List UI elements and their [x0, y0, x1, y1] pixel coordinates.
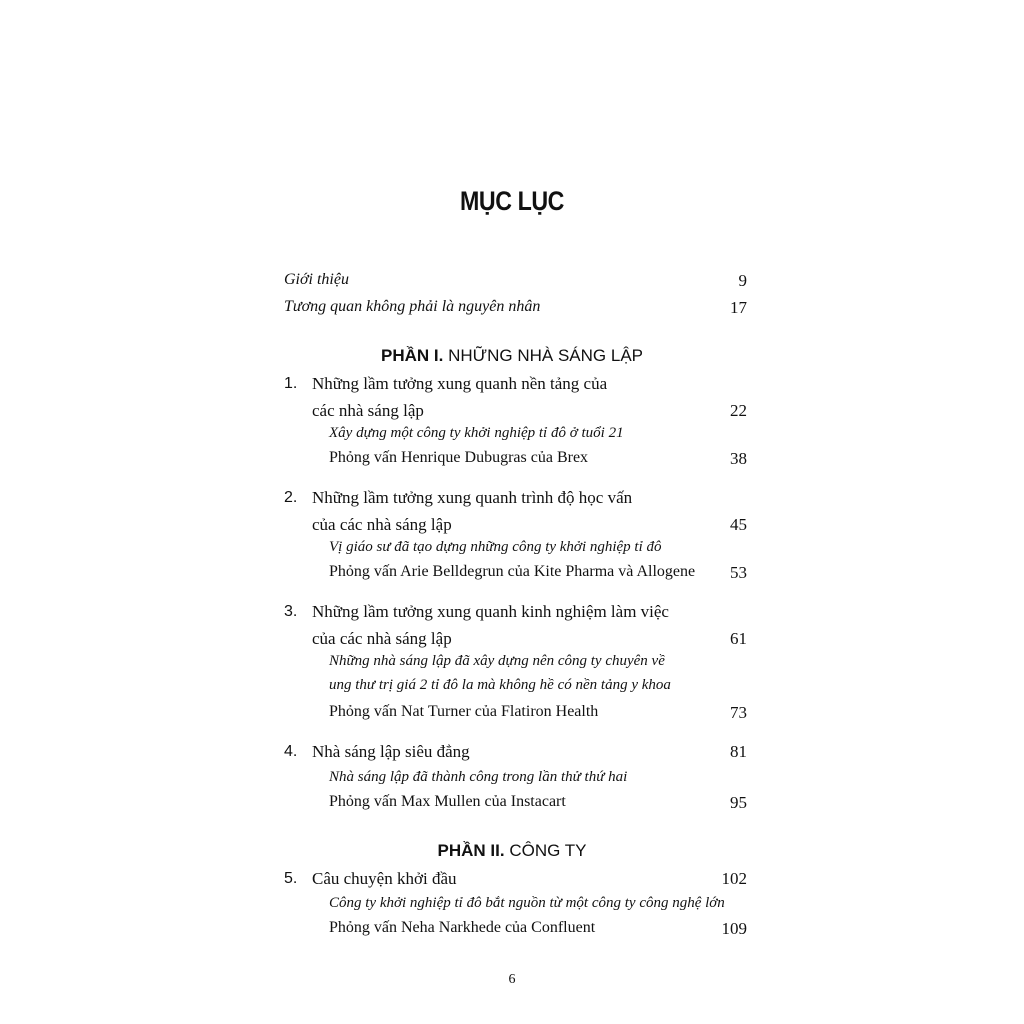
chapter-1-subtitle: Xây dựng một công ty khởi nghiệp tỉ đô ở tuổi 21: [329, 425, 624, 441]
part-2-prefix: PHẦN II.: [437, 841, 505, 860]
chapter-4-title: Nhà sáng lập siêu đẳng: [312, 742, 470, 761]
chapter-4-page: 81: [730, 742, 747, 761]
toc-entry-correlation-page: 17: [730, 298, 747, 317]
chapter-1-interview: Phỏng vấn Henrique Dubugras của Brex: [329, 449, 589, 466]
chapter-5-interview: Phỏng vấn Neha Narkhede của Confluent: [329, 919, 596, 936]
chapter-2-title-line2: của các nhà sáng lập: [312, 515, 452, 534]
part-2-heading: [0, 841, 1024, 861]
chapter-1-number: 1.: [284, 375, 298, 392]
chapter-1-title-line1: Những lầm tưởng xung quanh nền tảng của: [312, 374, 608, 393]
toc-entry-intro-label: Giới thiệu: [284, 271, 349, 288]
chapter-3-interview-page: 73: [730, 703, 747, 722]
chapter-1-page: 22: [730, 401, 747, 420]
chapter-4-subtitle: Nhà sáng lập đã thành công trong lần thử thứ hai: [329, 769, 628, 785]
chapter-2-title-line1: Những lầm tưởng xung quanh trình độ học vấn: [312, 488, 633, 507]
chapter-1-title-line2: các nhà sáng lập: [312, 401, 424, 420]
chapter-3-title-line2: của các nhà sáng lập: [312, 629, 452, 648]
chapter-5-title: Câu chuyện khởi đầu: [312, 869, 457, 888]
chapter-5-interview-page: 109: [721, 919, 747, 938]
footer-page-number: 6: [508, 972, 516, 987]
chapter-3-title-line1: Những lầm tưởng xung quanh kinh nghiệm làm việc: [312, 602, 669, 621]
chapter-2-number: 2.: [284, 489, 298, 506]
chapter-3-subtitle-line1: Những nhà sáng lập đã xây dựng nên công ty chuyên về: [329, 653, 665, 669]
toc-entry-intro-page: 9: [738, 271, 747, 290]
page-title: MỤC LỤC: [459, 186, 565, 216]
part-1-heading: [0, 346, 1024, 366]
chapter-5-page: 102: [721, 869, 747, 888]
chapter-2-interview-page: 53: [730, 563, 747, 582]
part-2-name: CÔNG TY: [509, 841, 587, 860]
chapter-2-page: 45: [730, 515, 747, 534]
chapter-3-interview: Phỏng vấn Nat Turner của Flatiron Health: [329, 703, 599, 720]
chapter-3-number: 3.: [284, 603, 298, 620]
part-1-prefix: PHẦN I.: [380, 346, 444, 365]
part-1-name: NHỮNG NHÀ SÁNG LẬP: [448, 346, 644, 365]
chapter-5-subtitle: Công ty khởi nghiệp tỉ đô bắt nguồn từ một công ty công nghệ lớn: [329, 895, 725, 911]
chapter-4-number: 4.: [284, 743, 298, 760]
chapter-2-interview: Phỏng vấn Arie Belldegrun của Kite Pharma và Allogene: [329, 563, 696, 580]
chapter-3-page: 61: [730, 629, 747, 648]
chapter-5-number: 5.: [284, 870, 298, 887]
chapter-2-subtitle: Vị giáo sư đã tạo dựng những công ty khởi nghiệp tỉ đô: [329, 539, 662, 555]
chapter-4-interview-page: 95: [730, 793, 747, 812]
chapter-3-subtitle-line2: ung thư trị giá 2 tỉ đô la mà không hề có nền tảng y khoa: [329, 677, 671, 693]
chapter-1-interview-page: 38: [730, 449, 747, 468]
chapter-4-interview: Phỏng vấn Max Mullen của Instacart: [329, 793, 566, 810]
toc-entry-correlation-label: Tương quan không phải là nguyên nhân: [284, 298, 541, 315]
